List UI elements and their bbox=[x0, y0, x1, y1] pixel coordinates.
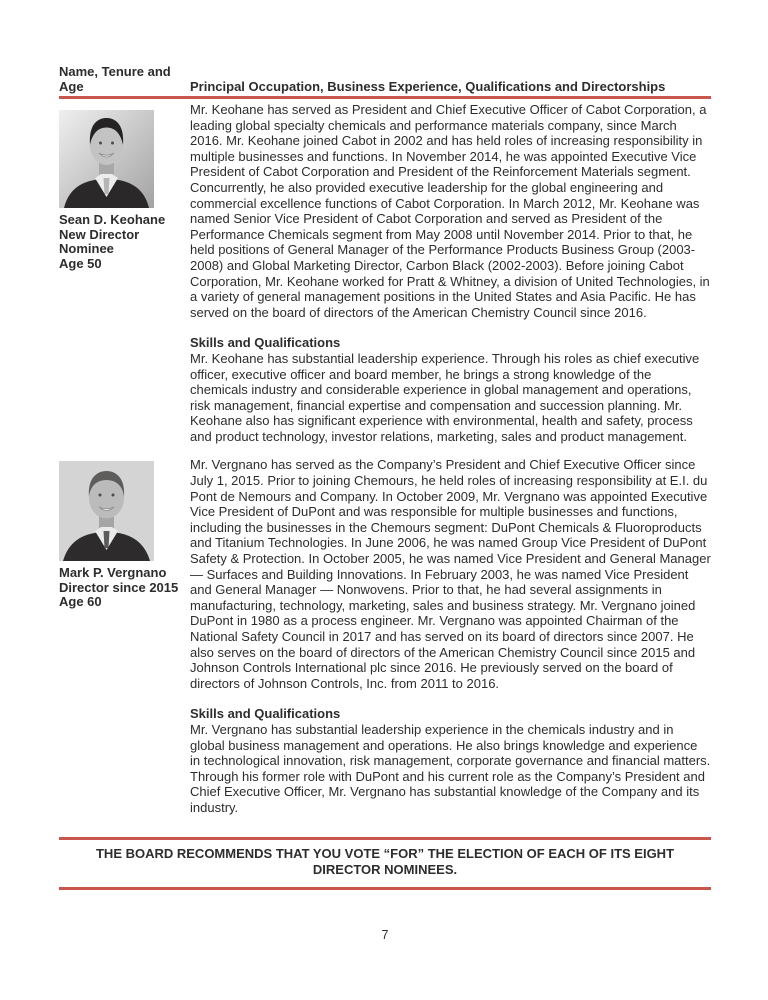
column-header-principal-occupation: Principal Occupation, Business Experience, Qualifications and Directorships bbox=[190, 79, 666, 94]
vergnano-headshot-photo bbox=[59, 461, 154, 561]
skills-heading: Skills and Qualifications bbox=[190, 335, 341, 351]
director-tenure: Director since 2015 bbox=[59, 579, 179, 595]
header-divider-rule bbox=[59, 96, 711, 99]
director-age: Age 50 bbox=[59, 255, 102, 271]
director-row-keohane bbox=[59, 102, 711, 444]
director-bio-column bbox=[190, 457, 711, 815]
director-identity-column bbox=[59, 457, 190, 815]
director-age: Age 60 bbox=[59, 594, 102, 610]
skills-heading: Skills and Qualifications bbox=[190, 706, 341, 722]
director-bio-column bbox=[190, 102, 711, 444]
board-recommendation-banner bbox=[59, 837, 711, 890]
table-header bbox=[59, 64, 711, 94]
director-caption bbox=[59, 566, 190, 610]
director-caption bbox=[59, 213, 190, 271]
director-name: Mark P. Vergnano bbox=[59, 565, 167, 581]
director-row-vergnano bbox=[59, 457, 711, 815]
director-skills-text: Mr. Keohane has substantial leadership experience. Through his roles as chief executive officer, executive officer and board member, he brings a strong knowledge of the chemicals industry and considerable experience in global management and operations, risk management, financial expertise and compensation and succession planning. Mr. Keohane also has significant experience with environmental, health and safety, process and product technology, investor relations, marketing, sales and product management. bbox=[190, 350, 700, 444]
director-name: Sean D. Keohane bbox=[59, 212, 166, 227]
director-bio-text: Mr. Vergnano has served as the Company’s President and Chief Executive Officer since July 1, 2015. Prior to joining Chemours, he held roles of increasing responsibility at E.I. du Pont de Nemours and Company. In October 2009, Mr. Vergnano was appointed Executive Vice President of DuPont and was responsible for multiple businesses and functions, including the businesses in the Chemours segment: DuPont Chemicals & Fluoroproducts and Titanium Technologies. In June 2006, he was named Group Vice President of DuPont Safety & Protection. In October 2005, he was named Vice President and General Manager — Surfaces and Building Innovations. In February 2003, he was named Vice President and General Manager — Nonwovens. Prior to that, he had several assignments in manufacturing, technology, marketing, sales and business strategy. Mr. Vergnano joined DuPont in 1980 as a process engineer. Mr. Vergnano was appointed Chairman of the National Safety Council in 2017 and has served on its board of directors since 2007. He also serves on the board of directors of the American Chemistry Council since 2015 and Johnson Controls International plc since 2016. He previously served on the board of directors of Johnson Controls, Inc. from 2011 to 2016. bbox=[190, 457, 711, 691]
director-identity-column bbox=[59, 102, 190, 444]
director-tenure: Nominee bbox=[59, 241, 114, 256]
keohane-headshot-photo bbox=[59, 110, 154, 208]
director-bio-text: Mr. Keohane has served as President and Chief Executive Officer of Cabot Corporation, a leading global specialty chemicals and performance materials company, since March 2016. Mr. Keohane joined Cabot in 2002 and has held roles of increasing responsibility in multiple businesses and functions. In November 2014, he was appointed Executive Vice President of Cabot Corporation and President of the Reinforcement Materials segment. Concurrently, he also provided executive leadership for the global engineering and commercial excellence functions of Cabot Corporation. In March 2012, Mr. Keohane was named Senior Vice President of Cabot Corporation and served as President of the Performance Chemicals segment from May 2008 until November 2014. Prior to that, he held positions of General Manager of the Performance Products Business Group (2003-2008) and Global Marketing Director, Carbon Black (2002-2003). Before joining Cabot Corporation, Mr. Keohane worked for Pratt & Whitney, a division of United Technologies, in a variety of general management positions in the United States and Asia Pacific. He has served on the board of directors of the American Chemistry Council since 2016. bbox=[190, 102, 710, 320]
board-recommendation-text: THE BOARD RECOMMENDS THAT YOU VOTE “FOR” THE ELECTION OF EACH OF ITS EIGHT DIRECTOR NOMINEES. bbox=[95, 845, 675, 877]
director-tenure: New Director bbox=[59, 226, 140, 242]
column-header-name-tenure-age: Name, Tenure and Age bbox=[59, 64, 171, 94]
page-number: 7 bbox=[381, 927, 389, 942]
director-skills-text: Mr. Vergnano has substantial leadership experience in the chemicals industry and in global business management and operations. He also brings knowledge and experience in technological innovation, risk management, corporate governance and financial matters. Through his former role with DuPont and his current role as the Company’s President and Chief Executive Officer, Mr. Vergnano has substantial knowledge of the Company and its industry. bbox=[190, 721, 711, 815]
